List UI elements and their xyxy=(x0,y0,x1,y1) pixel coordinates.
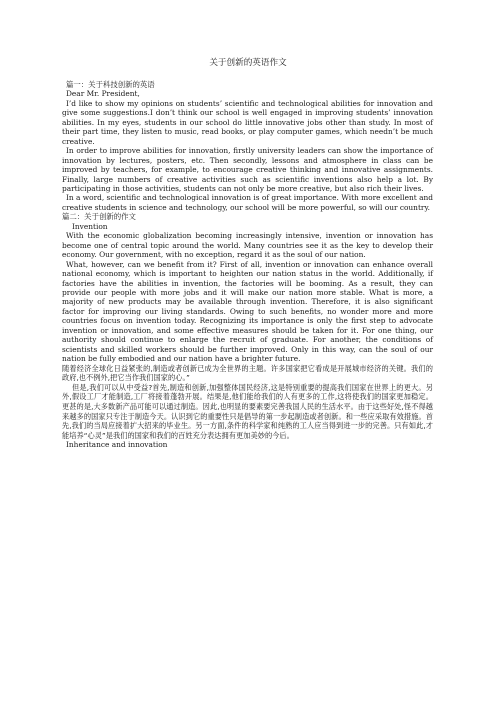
paragraph-8: Inheritance and innovation xyxy=(66,440,168,450)
letter-salutation: Dear Mr. President, xyxy=(66,89,140,99)
section-heading-1: 篇一：关于科技创新的英语 xyxy=(66,80,155,89)
document-body xyxy=(62,80,433,450)
document-title: 关于创新的英语作文 xyxy=(209,58,287,68)
essay-subtitle: Invention xyxy=(72,221,108,231)
paragraph-5: What, however, can we benefit from it? First of all, invention or innovation can enhance overall national economy, which is important to heighten our nation status in the world. Additionally, if factories have the abilities in invention, the factories will be booming. As a result, they can provide our people with more jobs and it will make our nation more stable. What is more, a majority of new products may be available through invention. Therefore, it is also significant factor for improving our living standards. Owing to such benefits, no wonder more and more countries focus on invention today. Recognizing its importance is only the first step to advocate invention or innovation, and some effective measures should be taken for it. For one thing, our authority should continue to enlarge the recruit of graduate. For another, the conditions of scientists and skilled workers should be further improved. Only in this way, can the soul of our nation be fully embodied and our nation have a brighter future. xyxy=(62,259,433,364)
paragraph-3: In a word, scientific and technological innovation is of great importance. With more excellent and creative students in science and technology, our school will be more powerful, so will our country. xyxy=(62,193,433,212)
section-heading-2: 篇二：关于创新的作文 xyxy=(62,212,136,222)
paragraph-1: I’d like to show my opinions on students’ scientific and technological abilities for innovation and give some suggestions.I don’t think our school is well engaged in improving students’ innovation abilities. In my eyes, students in our school do little innovative jobs other than study. In most of their part time, they listen to music, read books, or play computer games, which needn’t be much creative. xyxy=(62,98,433,146)
paragraph-6-chinese: 随着经济全球化日益紧张的,制造或者创新已成为全世界的主题。许多国家把它看成是开展城市经济的关键。我们的政府,也不例外,把它当作我们国家的心。” xyxy=(62,363,433,383)
paragraph-2: In order to improve abilities for innovation, firstly university leaders can show the importance of innovation by lectures, posters, etc. Then secondly, lessons and atmosphere in class can be improved by teachers, for example, to encourage creative thinking and innovative assignments. Finally, large numbers of creative activities such as scientific inventions also help a lot. By participating in those activities, students can not only be more creative, but also rich their lives. xyxy=(62,146,433,193)
paragraph-7-chinese: 但是,我们可以从中受益?首先,制造和创新,加强整体国民经济,这是特别重要的提高我们国家在世界上的更大。另外,假设工厂才能制造,工厂将接着蓬勃开展。结果是,他们能给我们的人有更多的工作,这将使我们的国家更加稳定。更甚的是,大多数新产品可能可以通过制造。因此,也明显的要素要完善我国人民的生活水平。由于这些好处,怪不得越来越多的国家只专注于制造今天。认识到它的重要性只是倡导的第一步起制造或者创新。和一些应采取有效措施。首先,我们的当局应接着扩大招来的毕业生。另一方面,条件的科学家和纯熟的工人应当得到进一步的完善。只有如此,才能培养“心灵”是我们的国家和我们的百姓充分表达拥有更加美妙的今后。 xyxy=(62,382,433,440)
paragraph-4: With the economic globalization becoming increasingly intensive, invention or innovation has become one of central topic around the world. Many countries see it as the key to develop their economy. Our government, with no exception, regard it as the soul of our nation. xyxy=(62,231,433,260)
